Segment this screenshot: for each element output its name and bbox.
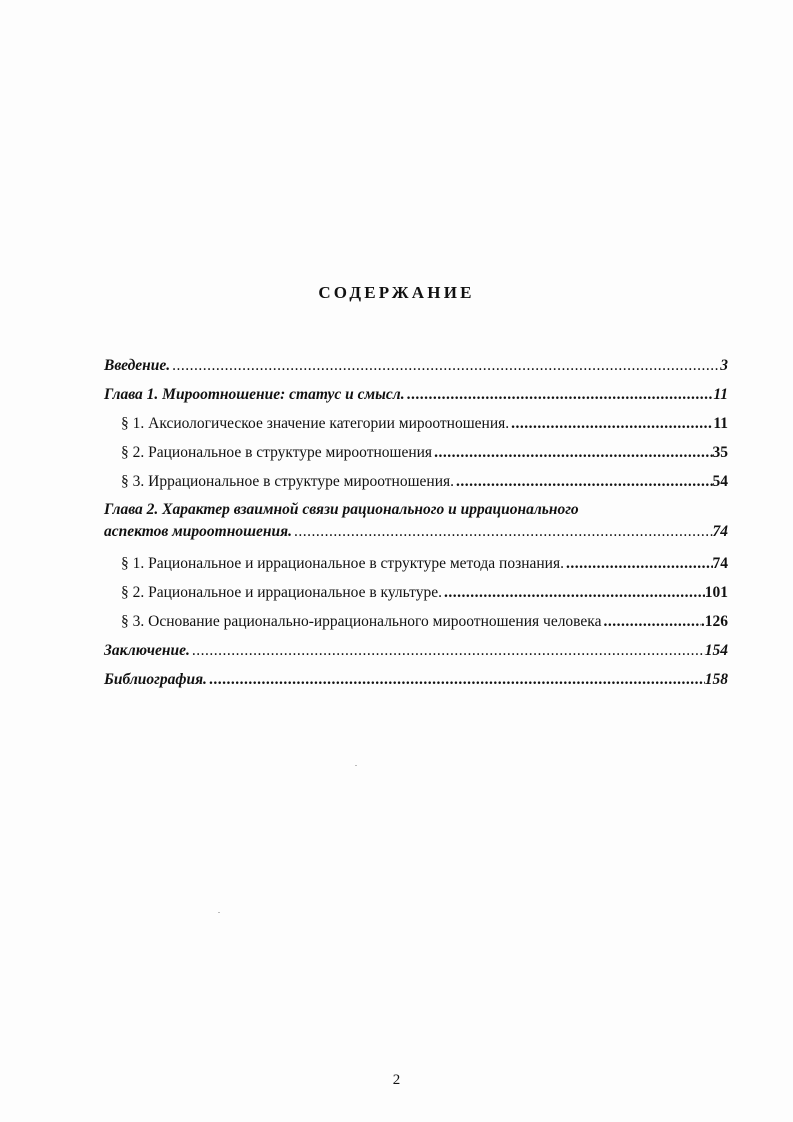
dot-leader: [294, 521, 713, 543]
toc-entry-page: .126: [700, 613, 728, 630]
toc-entry-ch2-section-2: [104, 578, 728, 607]
toc-entry-label: Глава 1. Мироотношение: статус и смысл.: [104, 386, 405, 403]
toc-entry-label: Глава 2. Характер взаимной связи рационального и иррационального: [104, 501, 579, 518]
scan-speck: [355, 765, 357, 766]
dot-leader: [444, 578, 705, 607]
dot-leader: [192, 636, 705, 665]
toc-entry-label: аспектов мироотношения.: [104, 523, 292, 540]
dot-leader: [172, 351, 720, 380]
dot-leader: [456, 467, 712, 496]
toc-entry-label: § 3. Иррациональное в структуре мироотношения.: [121, 473, 455, 490]
toc-entry-chapter-2-line-2: [104, 521, 728, 549]
toc-entry-label: § 1. Аксиологическое значение категории мироотношения.: [121, 415, 510, 432]
page-number: 2: [392, 1072, 401, 1088]
toc-entry-ch1-section-2: [104, 438, 728, 467]
toc-entry-ch2-section-1: [104, 549, 728, 578]
table-of-contents: [104, 351, 728, 694]
dot-leader: [603, 607, 700, 636]
toc-entry-page: 35: [712, 444, 728, 461]
toc-entry-label: § 1. Рациональное и иррациональное в структуре метода познания.: [121, 555, 564, 572]
toc-entry-page: 74: [712, 555, 728, 572]
toc-entry-page: 54: [712, 473, 728, 490]
toc-entry-label: Введение.: [104, 357, 171, 374]
dot-leader: [511, 409, 713, 438]
dot-leader: [434, 438, 712, 467]
page-title: СОДЕРЖАНИЕ: [318, 283, 475, 302]
toc-entry-page: 158: [704, 671, 728, 688]
toc-entry-ch1-section-1: [104, 409, 728, 438]
toc-entry-page: 11: [713, 415, 728, 432]
toc-entry-ch2-section-3: [104, 607, 728, 636]
scan-speck: [218, 912, 220, 913]
toc-entry-page: 3: [720, 357, 728, 374]
toc-entry-page: 11: [713, 386, 728, 403]
dot-leader: [209, 665, 705, 694]
toc-entry-chapter-1: [104, 380, 728, 409]
toc-entry-intro: [104, 351, 728, 380]
toc-entry-page: 101: [704, 584, 728, 601]
toc-entry-label: § 2. Рациональное и иррациональное в культуре.: [121, 584, 442, 601]
toc-entry-chapter-2-line-1: [104, 499, 728, 521]
toc-entry-label: § 2. Рациональное в структуре мироотношения: [121, 444, 433, 461]
toc-entry-page: 154: [704, 642, 728, 659]
toc-entry-ch1-section-3: [104, 467, 728, 496]
toc-entry-conclusion: [104, 636, 728, 665]
toc-entry-page: 74: [712, 523, 728, 540]
dot-leader: [566, 549, 713, 578]
toc-entry-label: Заключение.: [104, 642, 190, 659]
toc-entry-label: § 3. Основание рационально-иррационального мироотношения человека: [121, 613, 602, 630]
toc-entry-label: Библиография.: [104, 671, 207, 688]
dot-leader: [407, 380, 714, 409]
toc-entry-bibliography: [104, 665, 728, 694]
